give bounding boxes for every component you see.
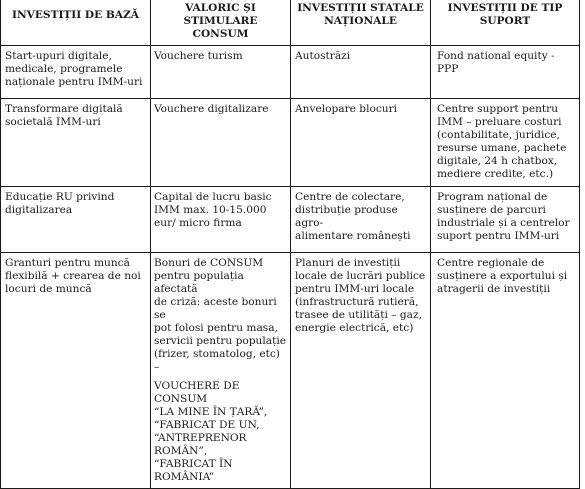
cell-line: Program național de (437, 191, 548, 203)
cell-line: locuri de muncă (5, 283, 92, 295)
cell-line: distribuție produse agro- (295, 204, 398, 229)
cell-line: susținere de parcuri (437, 204, 546, 216)
cell-line: (contabilitate, juridice, (437, 129, 560, 141)
cell-line: ROMÂNIA” (154, 471, 215, 483)
table-cell (291, 46, 431, 99)
table-cell (1, 46, 151, 99)
cell-line: trasee de utilități – gaz, (295, 309, 422, 321)
table-row (1, 253, 580, 489)
cell-line: eur/ micro firma (154, 217, 242, 229)
table-row (1, 99, 580, 187)
header-col3 (291, 0, 431, 46)
table-cell (431, 253, 580, 489)
header-col3-line: NAȚIONALE (324, 15, 397, 27)
header-col4-line: INVESTIȚII DE TIP (447, 2, 563, 14)
cell-line: Fond national equity - (437, 50, 555, 62)
cell-line: resurse umane, pachete (437, 142, 567, 154)
cell-line: Centre de colectare, (295, 191, 405, 203)
table-cell (431, 46, 580, 99)
cell-paragraph (154, 380, 286, 484)
cell-line: societală IMM-uri (5, 116, 101, 128)
cell-line: Autostrăzi (295, 50, 351, 62)
table-cell (431, 187, 580, 253)
header-col2-line: STIMULARE CONSUM (183, 15, 258, 40)
table-cell (151, 99, 291, 187)
cell-line: IMM – preluare costuri (437, 116, 562, 128)
cell-line: Granturi pentru muncă (5, 257, 130, 269)
cell-line: de criză: aceste bonuri se (154, 296, 277, 321)
cell-line: pentru IMM-uri locale (295, 283, 415, 295)
cell-line: Centre regionale de (437, 257, 545, 269)
cell-line: Start-upuri digitale, (5, 50, 112, 62)
cell-line: “FABRICAT DE UN, (154, 419, 260, 431)
header-col1 (1, 0, 151, 46)
cell-line: mediere credite, etc.) (437, 168, 554, 180)
table-cell (151, 46, 291, 99)
header-col4-line: SUPORT (479, 15, 531, 27)
header-col2-line: VALORIC ȘI (185, 2, 256, 14)
cell-line: (infrastructură rutieră, (295, 296, 419, 308)
cell-line: atragerii de investiții (437, 283, 551, 295)
table-cell (291, 253, 431, 489)
cell-line: “ANTREPRENOR (154, 432, 247, 444)
table-cell (1, 99, 151, 187)
cell-line: susținere a exportului și (437, 270, 568, 282)
header-col4 (431, 0, 580, 46)
cell-line: suport pentru IMM-uri (437, 230, 560, 242)
header-col2 (151, 0, 291, 46)
table-row (1, 46, 580, 99)
table-cell (291, 187, 431, 253)
cell-line: industriale și a centrelor (437, 217, 570, 229)
cell-line: Centre support pentru (437, 103, 559, 115)
table-cell (431, 99, 580, 187)
cell-line: VOUCHERE DE CONSUM (154, 380, 240, 405)
cell-line: alimentare românești (295, 230, 411, 242)
cell-line: Anvelopare blocuri (295, 103, 398, 115)
table-cell (151, 187, 291, 253)
table-cell (1, 187, 151, 253)
header-col1-line: INVESTIȚII DE BAZĂ (12, 8, 139, 21)
cell-line: IMM max. 10-15.000 (154, 204, 267, 216)
table-cell (291, 99, 431, 187)
cell-line: “FABRICAT ÎN (154, 458, 233, 470)
cell-paragraph (154, 257, 286, 374)
cell-line: Capital de lucru basic (154, 191, 272, 203)
table-row (1, 187, 580, 253)
cell-line: pentru populația afectată (154, 270, 244, 295)
cell-line: medicale, programele (5, 63, 123, 75)
cell-line: Educație RU privind (5, 191, 115, 203)
cell-line: pot folosi pentru masa, (154, 322, 278, 334)
cell-line: (frizer, stomatolog, etc) – (154, 348, 280, 373)
cell-line: energie electrică, etc) (295, 322, 414, 334)
cell-line: servicii pentru populație (154, 335, 286, 347)
cell-line: “LA MINE ÎN ȚARĂ”, (154, 406, 268, 418)
cell-line: locale de lucrări publice (295, 270, 426, 282)
cell-line: Bonuri de CONSUM (154, 257, 264, 269)
header-row (1, 0, 580, 46)
cell-line: Transformare digitală (5, 103, 123, 115)
cell-line: flexibilă + crearea de noi (5, 270, 141, 282)
cell-line: Vouchere digitalizare (154, 103, 269, 115)
table-cell (1, 253, 151, 489)
table-cell (151, 253, 291, 489)
cell-line: Planuri de investiții (295, 257, 401, 269)
cell-line: PPP (437, 63, 459, 75)
cell-line: naționale pentru IMM-uri (5, 76, 143, 88)
cell-line: ROMÂN”, (154, 445, 208, 457)
header-col3-line: INVESTIȚII STATALE (297, 2, 424, 14)
cell-line: digitalizarea (5, 204, 73, 216)
cell-line: digitale, 24 h chatbox, (437, 155, 558, 167)
cell-line: Vouchere turism (154, 50, 243, 62)
